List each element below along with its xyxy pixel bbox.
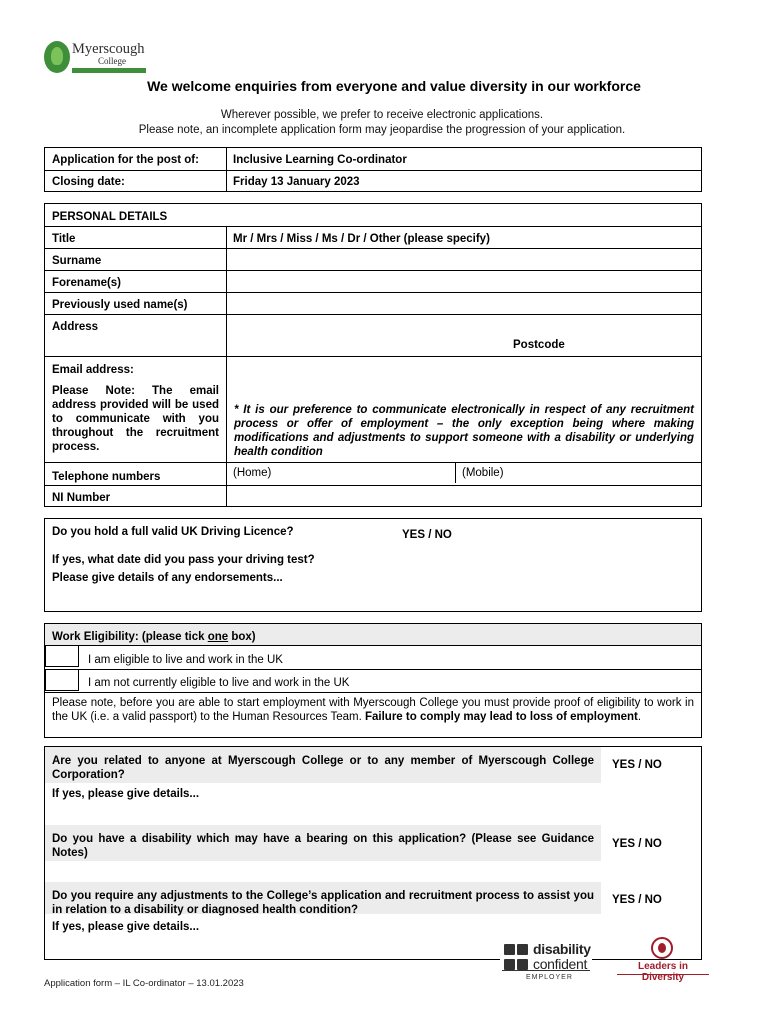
leaders-in-diversity-badge	[617, 937, 709, 983]
driving-test-date-question: If yes, what date did you pass your driving test?	[52, 554, 315, 566]
previous-name-field[interactable]	[227, 293, 701, 313]
endorsements-question: Please give details of any endorsements...	[52, 572, 283, 584]
eligible-option-label: I am eligible to live and work in the UK	[88, 654, 283, 666]
work-eligibility-table	[44, 623, 702, 738]
disability-question: Do you have a disability which may have a bearing on this application? (Please see Guidance Notes)	[52, 833, 594, 859]
previous-name-label: Previously used name(s)	[52, 299, 188, 311]
title-label: Title	[52, 233, 76, 245]
related-details-prompt: If yes, please give details...	[52, 788, 200, 800]
eligible-checkbox[interactable]	[45, 645, 79, 667]
post-label: Application for the post of:	[52, 154, 199, 166]
related-yesno[interactable]: YES / NO	[612, 759, 662, 771]
home-phone-label[interactable]: (Home)	[233, 467, 272, 479]
title-options[interactable]: Mr / Mrs / Miss / Ms / Dr / Other (please specify)	[233, 233, 490, 245]
personal-details-table	[44, 203, 702, 507]
dc-square-icon	[517, 944, 528, 955]
surname-field[interactable]	[227, 249, 701, 269]
surname-label: Surname	[52, 255, 102, 267]
not-eligible-checkbox[interactable]	[45, 669, 79, 691]
dc-square-icon	[517, 959, 528, 970]
email-label: Email address:	[52, 364, 134, 376]
page-title: We welcome enquiries from everyone and value diversity in our workforce	[147, 78, 641, 94]
closing-date-value: Friday 13 January 2023	[233, 176, 360, 188]
related-question: Are you related to anyone at Myerscough College or to any member of Myerscough College Corporation?	[52, 755, 594, 781]
dc-word-disability: disability	[533, 941, 591, 957]
adjustments-yesno[interactable]: YES / NO	[612, 894, 662, 906]
dc-square-icon	[504, 959, 515, 970]
driving-licence-box	[44, 518, 702, 612]
declarations-box	[44, 746, 702, 960]
address-label: Address	[52, 321, 99, 333]
closing-date-label: Closing date:	[52, 176, 125, 188]
leaders-in-diversity-icon	[651, 937, 673, 959]
intro-line-2: Please note, an incomplete application form may jeopardise the progression of your application.	[138, 124, 626, 136]
driving-licence-question: Do you hold a full valid UK Driving Licence?	[52, 526, 294, 538]
dc-word-confident: confident	[533, 956, 588, 972]
college-logo	[44, 40, 148, 76]
adjustments-details-prompt: If yes, please give details...	[52, 921, 200, 933]
email-note: Please Note: The email address provided will be used to communicate with you throughout the recruitment process.	[52, 385, 219, 453]
dc-square-icon	[504, 944, 515, 955]
disability-confident-badge	[500, 939, 592, 983]
work-eligibility-heading: Work Eligibility: (please tick one box)	[52, 631, 256, 643]
address-field[interactable]	[227, 315, 701, 355]
eligibility-note: Please note, before you are able to start employment with Myerscough College you must provide proof of eligibility to work in the UK (i.e. a valid passport) to the Human Resources Team. Failure to comply may lead to loss of employment.	[52, 697, 694, 723]
driving-licence-yesno[interactable]: YES / NO	[402, 529, 452, 541]
leaders-in-diversity-text: Leaders in Diversity	[637, 961, 689, 983]
adjustments-question: Do you require any adjustments to the College’s application and recruitment process to assist you in relation to a disability or diagnosed health condition?	[52, 890, 594, 916]
disability-yesno[interactable]: YES / NO	[612, 838, 662, 850]
college-emblem-icon	[44, 41, 70, 73]
logo-sub: College	[98, 56, 126, 66]
forename-field[interactable]	[227, 271, 701, 291]
mobile-phone-label[interactable]: (Mobile)	[462, 467, 504, 479]
forename-label: Forename(s)	[52, 277, 122, 289]
post-table	[44, 147, 702, 192]
dc-employer: EMPLOYER	[526, 974, 573, 981]
footer-text: Application form – IL Co-ordinator – 13.01.2023	[44, 978, 244, 989]
ni-number-label: NI Number	[52, 492, 111, 504]
postcode-label: Postcode	[513, 339, 565, 351]
telephone-label: Telephone numbers	[52, 471, 161, 483]
personal-details-heading: PERSONAL DETAILS	[52, 211, 168, 223]
logo-bar	[72, 68, 146, 73]
logo-name: Myerscough	[72, 41, 145, 57]
ni-number-field[interactable]	[227, 486, 701, 506]
not-eligible-option-label: I am not currently eligible to live and work in the UK	[88, 677, 350, 689]
intro-line-1: Wherever possible, we prefer to receive electronic applications.	[220, 109, 544, 121]
email-preference-note: * It is our preference to communicate electronically in respect of any recruitment process or offer of employment – the only exception being where making modifications and adjustments to support someone with a disability or underlying health condition	[234, 404, 694, 458]
post-value: Inclusive Learning Co-ordinator	[233, 154, 407, 166]
